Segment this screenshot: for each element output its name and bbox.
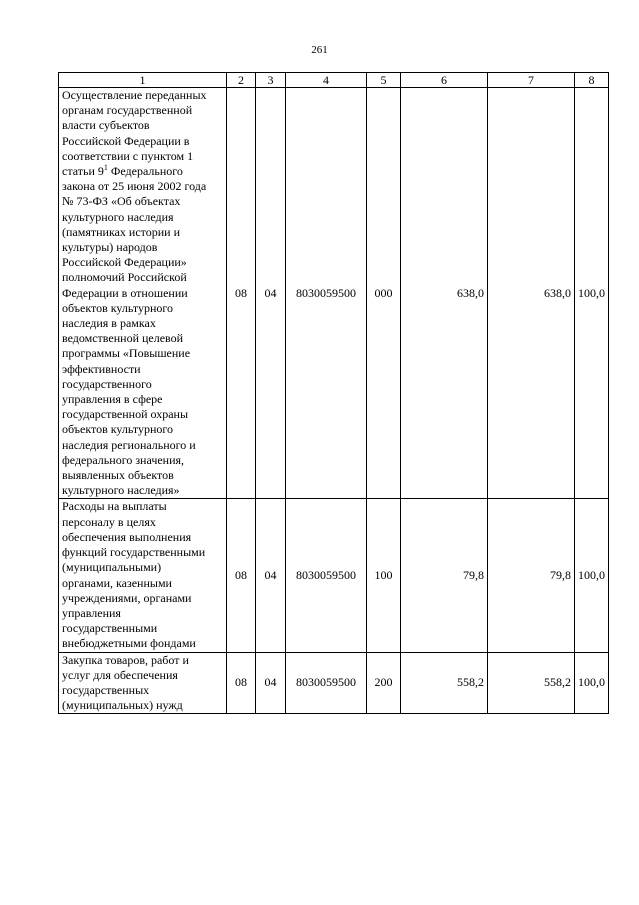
section-code: 08 — [227, 499, 256, 652]
subsection-code: 04 — [256, 499, 286, 652]
execution-percent: 100,0 — [575, 88, 609, 499]
table-row — [59, 499, 609, 652]
subsection-code: 04 — [256, 652, 286, 714]
row-name-part: Федерального закона от 25 июня 2002 года № 73-ФЗ «Об объектах культурного наследия (памятниках истории и культуры) народов Российской Федерации» полномочий Российской Федерации в отношении объектов культурного наследия в рамках ведомственной целевой программы «Повышение эффективности государственного управления в сфере государственной охраны объектов культурного наследия регионального и федерального значения, выявленных объектов культурного наследия» — [62, 164, 207, 498]
header-col-1: 1 — [59, 73, 227, 88]
row-name-cell: Закупка товаров, работ и услуг для обеспечения государственных (муниципальных) нужд — [59, 652, 227, 714]
header-col-7: 7 — [488, 73, 575, 88]
expense-type-code: 100 — [367, 499, 401, 652]
execution-percent: 100,0 — [575, 652, 609, 714]
header-row — [59, 73, 609, 88]
amount-planned: 558,2 — [401, 652, 488, 714]
execution-percent: 100,0 — [575, 499, 609, 652]
row-name-part: Осуществление переданных органам государственной власти субъектов Российской Федерации в соответствии с пунктом 1 статьи 9 — [62, 88, 207, 179]
section-code: 08 — [227, 652, 256, 714]
header-col-6: 6 — [401, 73, 488, 88]
header-col-5: 5 — [367, 73, 401, 88]
header-col-8: 8 — [575, 73, 609, 88]
header-col-3: 3 — [256, 73, 286, 88]
superscript: 1 — [103, 163, 108, 173]
expense-type-code: 000 — [367, 88, 401, 499]
row-name-cell: Расходы на выплаты персоналу в целях обеспечения выполнения функций государственными (муниципальными) органами, казенными учреждениями, органами управления государственными внебюджетными фондами — [59, 499, 227, 652]
target-article-code: 8030059500 — [286, 499, 367, 652]
table-row — [59, 652, 609, 714]
expense-type-code: 200 — [367, 652, 401, 714]
page-number: 261 — [311, 44, 328, 56]
target-article-code: 8030059500 — [286, 652, 367, 714]
row-name-cell — [59, 88, 227, 499]
header-col-4: 4 — [286, 73, 367, 88]
amount-planned: 79,8 — [401, 499, 488, 652]
amount-planned: 638,0 — [401, 88, 488, 499]
subsection-code: 04 — [256, 88, 286, 499]
amount-executed: 558,2 — [488, 652, 575, 714]
budget-table — [58, 72, 609, 714]
section-code: 08 — [227, 88, 256, 499]
table-row — [59, 88, 609, 499]
amount-executed: 79,8 — [488, 499, 575, 652]
amount-executed: 638,0 — [488, 88, 575, 499]
target-article-code: 8030059500 — [286, 88, 367, 499]
header-col-2: 2 — [227, 73, 256, 88]
